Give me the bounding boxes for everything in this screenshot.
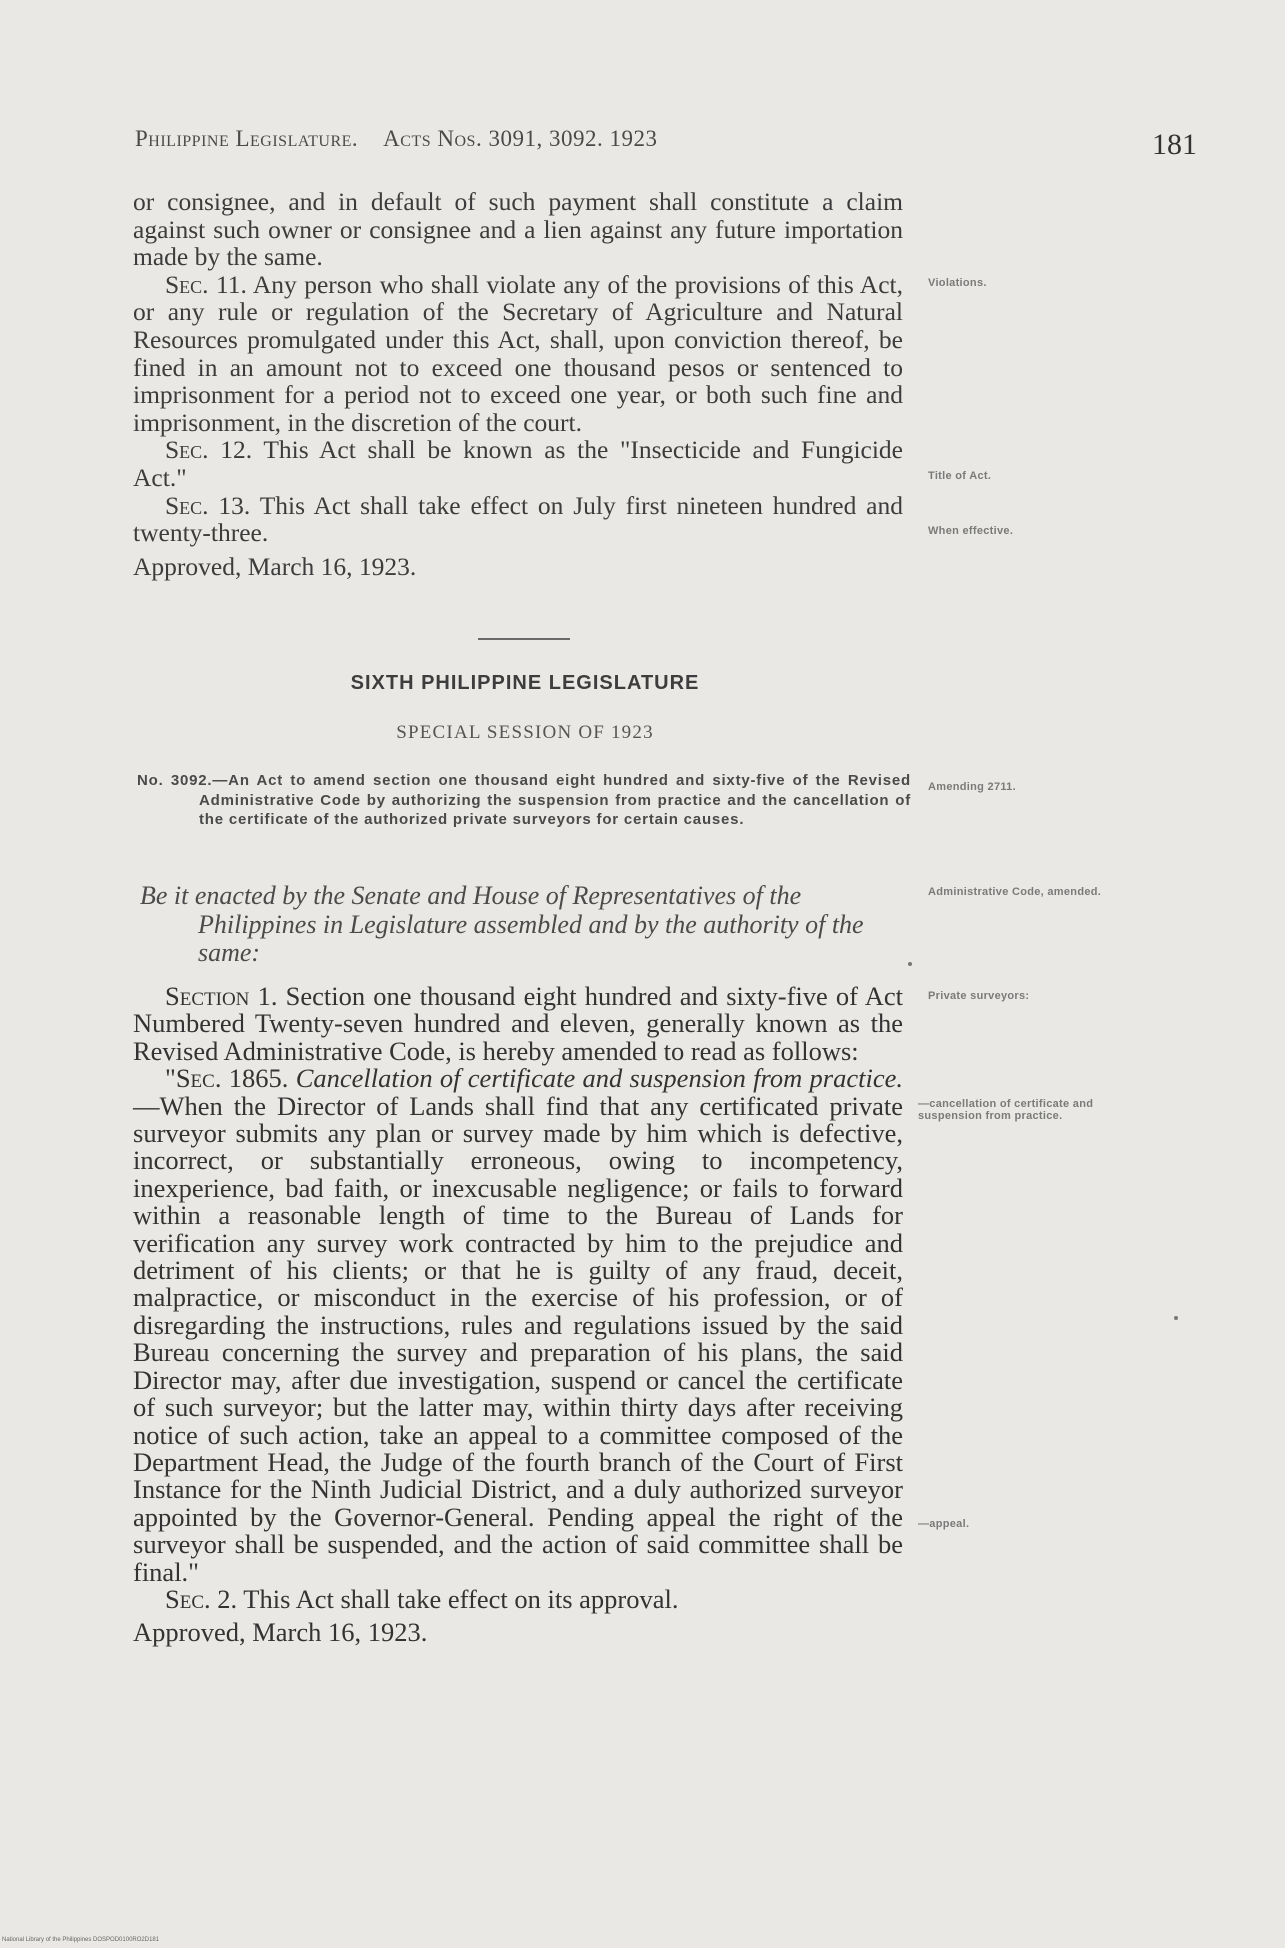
act-summary-text: No. 3092.—An Act to amend section one thousand eight hundred and sixty-five of the Revised Administrative Code by authorizing the suspension from practice and the cancellation of the certificate of the authorized private surveyors for certain causes. xyxy=(137,772,911,828)
act-3091-ending xyxy=(133,188,903,580)
session-title: SPECIAL SESSION OF 1923 xyxy=(396,722,654,743)
section-13 xyxy=(133,492,903,547)
section-12-label: Sec. 12. xyxy=(165,435,253,465)
margin-note-title-of-act: Title of Act. xyxy=(928,470,992,482)
footer-credit: National Library of the Philippines DOSPOD0100RO2D181 xyxy=(2,1937,160,1943)
section-1 xyxy=(133,983,903,1065)
margin-note-appeal: —appeal. xyxy=(918,1518,970,1530)
section-1-text: Section one thousand eight hundred and sixty-five of Act Numbered Twenty-seven hundred and eleven, generally known as the Revised Administrative Code, is hereby amended to read as follows: xyxy=(133,981,903,1066)
approved-date-3092: Approved, March 16, 1923. xyxy=(133,1617,428,1648)
running-header xyxy=(135,126,1205,152)
margin-note-admin-code: Administrative Code, amended. xyxy=(928,886,1102,898)
section-2-text: This Act shall take effect on its approval. xyxy=(237,1583,679,1614)
enacting-clause xyxy=(140,882,910,968)
print-speck xyxy=(1174,1316,1178,1320)
section-divider xyxy=(478,638,570,640)
section-11-label: Sec. 11. xyxy=(165,269,247,299)
section-11-text: Any person who shall violate any of the provisions of this Act, or any rule or regulation of the Secretary of Agriculture and Natural Resources promulgated under this Act, shall, upon conviction thereof, be fined in an amount not to exceed one thousand pesos or sentenced to imprisonment for a period not to exceed one year, or both such fine and imprisonment, in the discretion of the court. xyxy=(133,269,903,437)
section-1-label: Section 1. xyxy=(165,981,278,1011)
act-3092-body xyxy=(133,983,903,1647)
page-number: 181 xyxy=(1152,128,1197,161)
section-2 xyxy=(133,1583,903,1614)
approved-date-3091: Approved, March 16, 1923. xyxy=(133,551,417,581)
section-1865 xyxy=(133,1065,903,1586)
margin-note-private-surveyors: Private surveyors: xyxy=(928,990,1030,1002)
margin-note-amending: Amending 2711. xyxy=(928,781,1016,793)
margin-note-when-effective: When effective. xyxy=(928,525,1014,537)
print-speck xyxy=(908,962,912,966)
section-1865-heading: Cancellation of certificate and suspension from practice. xyxy=(288,1063,903,1094)
running-title-left: Philippine Legislature. xyxy=(135,126,359,151)
legislature-title: SIXTH PHILIPPINE LEGISLATURE xyxy=(350,672,700,694)
section-1865-label: "Sec. 1865. xyxy=(165,1063,289,1094)
margin-note-cancellation: —cancellation of certificate and suspension from practice. xyxy=(918,1098,1094,1122)
continuation-paragraph: or consignee, and in default of such payment shall constitute a claim against such owner or consignee and a lien against any future importation made by the same. xyxy=(133,187,903,272)
act-summary xyxy=(137,771,911,830)
section-13-label: Sec. 13. xyxy=(165,490,251,520)
section-11 xyxy=(133,271,903,437)
section-12 xyxy=(133,436,903,491)
enacting-clause-text: Be it enacted by the Senate and House of Representatives of the Philippines in Legislature assembled and by the authority of the same: xyxy=(140,881,864,967)
section-2-label: Sec. 2. xyxy=(165,1583,238,1614)
margin-note-violations: Violations. xyxy=(928,277,987,289)
section-1865-text: —When the Director of Lands shall find that any certificated private surveyor submits any plan or survey made by him which is defective, incorrect, or substantially erroneous, owing to incompetency, inexperience, bad faith, or inexcusable negligence; or fails to forward within a reasonable length of time to the Bureau of Lands for verification any survey work contracted by him to the prejudice and detriment of his clients; or that he is guilty of any fraud, deceit, malpractice, or misconduct in the exercise of his profession, or of disregarding the instructions, rules and regulations issued by the said Bureau concerning the survey and preparation of his plans, the said Director may, after due investigation, suspend or cancel the certificate of such surveyor; but the latter may, within thirty days after receiving notice of such action, take an appeal to a committee composed of the Department Head, the Judge of the fourth branch of the Court of First Instance for the Ninth Judicial District, and a duly authorized surveyor appointed by the Governor-General. Pending appeal the right of the surveyor shall be suspended, and the action of said committee shall be final." xyxy=(133,1090,903,1587)
section-13-text: This Act shall take effect on July first nineteen hundred and twenty-three. xyxy=(133,490,903,548)
section-12-text: This Act shall be known as the "Insecticide and Fungicide Act." xyxy=(133,435,903,492)
running-title-right: Acts Nos. 3091, 3092. 1923 xyxy=(383,126,658,151)
